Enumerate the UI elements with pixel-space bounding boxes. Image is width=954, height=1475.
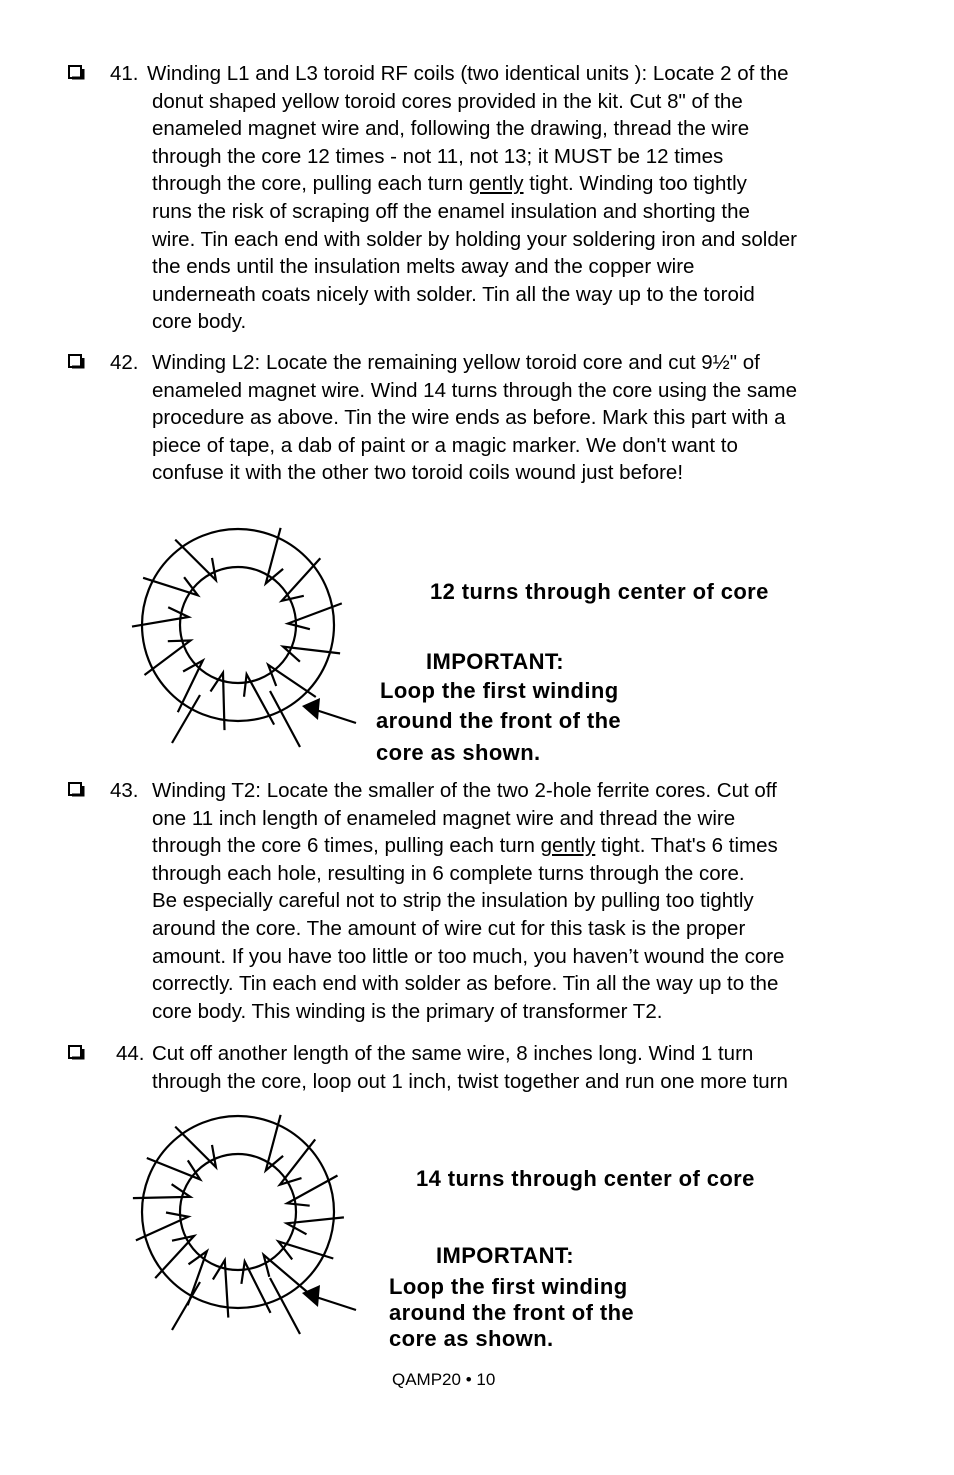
winding-turn (147, 1158, 200, 1179)
step-line: correctly. Tin each end with solder as before. Tin all the way up to the (152, 972, 779, 996)
step-line: Cut off another length of the same wire, 8 inches long. Wind 1 turn (152, 1042, 754, 1065)
winding-turn (178, 661, 203, 713)
important-title: IMPORTANT: (426, 649, 565, 674)
toroid-diagram-14-turns (120, 1097, 360, 1347)
important-line: core as shown. (376, 740, 541, 765)
text-segment: through the core 6 times, pulling each turn (152, 834, 541, 858)
winding-turn (145, 641, 191, 676)
step-line: piece of tape, a dab of paint or a magic marker. We don't want to (152, 433, 738, 457)
important-title: IMPORTANT: (436, 1243, 575, 1268)
figure-caption: 12 turns through center of core (430, 579, 769, 604)
core-outer-edge (142, 1116, 334, 1308)
step-line (152, 170, 924, 198)
winding-turn (264, 1255, 308, 1292)
step-line: underneath coats nicely with solder. Tin all the way up to the toroid (152, 282, 755, 306)
text-segment: tight. Winding too tightly (523, 172, 747, 196)
core-inner-edge (180, 567, 296, 683)
toroid-core (132, 528, 342, 747)
figure-caption: 14 turns through center of core (416, 1166, 755, 1191)
core-inner-edge (180, 1154, 296, 1270)
step-line: enameled magnet wire and, following the drawing, thread the wire (152, 117, 750, 141)
step-number: 43. (110, 779, 139, 802)
winding-turn (155, 1236, 194, 1278)
step-line: one 11 inch length of enameled magnet wire and thread the wire (152, 806, 736, 830)
step-line: through each hole, resulting in 6 complete turns through the core. (152, 861, 745, 885)
text-segment: through the core, pulling each turn (152, 172, 469, 196)
arrow-left-icon (302, 698, 356, 723)
step-line (152, 832, 924, 860)
step-line: Be especially careful not to strip the insulation by pulling too tightly (152, 889, 754, 913)
checkbox-icon[interactable] (68, 354, 86, 372)
step-line: around the core. The amount of wire cut for this task is the proper (152, 916, 746, 940)
wire-lead-left (172, 1282, 200, 1330)
important-line: Loop the first winding (380, 678, 619, 703)
wire-lead-right (270, 1278, 300, 1334)
step-line: procedure as above. Tin the wire ends as before. Mark this part with a (152, 406, 786, 430)
step-line: Winding L2: Locate the remaining yellow toroid core and cut 9½" of (152, 351, 760, 374)
step-line: through the core 12 times - not 11, not 13; it MUST be 12 times (152, 144, 724, 168)
arrow-left-icon (302, 1285, 356, 1310)
important-line: core as shown. (389, 1326, 554, 1351)
step-line: the ends until the insulation melts away and the copper wire (152, 255, 695, 279)
step-line: enameled magnet wire. Wind 14 turns through the core using the same (152, 378, 797, 402)
step-number: 44. (116, 1042, 145, 1065)
winding-turn (211, 673, 225, 730)
winding-turn (282, 558, 321, 601)
emphasis-gently: gently (468, 172, 524, 196)
text-segment: tight. That's 6 times (595, 834, 778, 858)
step-text (152, 777, 924, 1025)
winding-turn (175, 540, 216, 581)
winding-turn (133, 1184, 190, 1198)
step-line: confuse it with the other two toroid coils wound just before! (152, 461, 684, 485)
step-number: 41. (110, 62, 139, 85)
step-line: amount. If you have too little or too much, you haven’t wound the core (152, 944, 785, 968)
step-text (152, 349, 924, 487)
step-number: 42. (110, 351, 139, 374)
step-text (147, 60, 924, 336)
winding-turn (213, 1260, 228, 1317)
toroid-diagram-12-turns (120, 510, 360, 760)
step-text (152, 1040, 924, 1095)
page-footer: QAMP20 • 10 (392, 1370, 496, 1389)
wire-lead-left (172, 695, 200, 743)
winding-turn (280, 1139, 315, 1184)
winding-turn (175, 1127, 216, 1168)
step-line: runs the risk of scraping off the enamel insulation and shorting the (152, 199, 750, 223)
step-line: donut shaped yellow toroid cores provided in the kit. Cut 8" of the (152, 89, 743, 113)
step-line: Winding L1 and L3 toroid RF coils (two identical units ): Locate 2 of the (147, 62, 789, 85)
important-line: around the front of the (389, 1300, 635, 1325)
important-line: around the front of the (376, 708, 622, 733)
important-line: Loop the first winding (389, 1274, 628, 1299)
step-line: wire. Tin each end with solder by holding your soldering iron and solder (152, 227, 797, 251)
emphasis-gently: gently (540, 834, 596, 858)
step-line: Winding T2: Locate the smaller of the two 2-hole ferrite cores. Cut off (152, 779, 777, 802)
step-line: core body. This winding is the primary of transformer T2. (152, 999, 663, 1023)
checkbox-icon[interactable] (68, 782, 86, 800)
wire-lead-right (270, 691, 300, 747)
checkbox-icon[interactable] (68, 1045, 86, 1063)
winding-turn (268, 665, 316, 697)
checkbox-icon[interactable] (68, 65, 86, 83)
core-outer-edge (142, 529, 334, 721)
step-line: through the core, loop out 1 inch, twist together and run one more turn (152, 1069, 788, 1093)
step-line: core body. (152, 310, 247, 334)
